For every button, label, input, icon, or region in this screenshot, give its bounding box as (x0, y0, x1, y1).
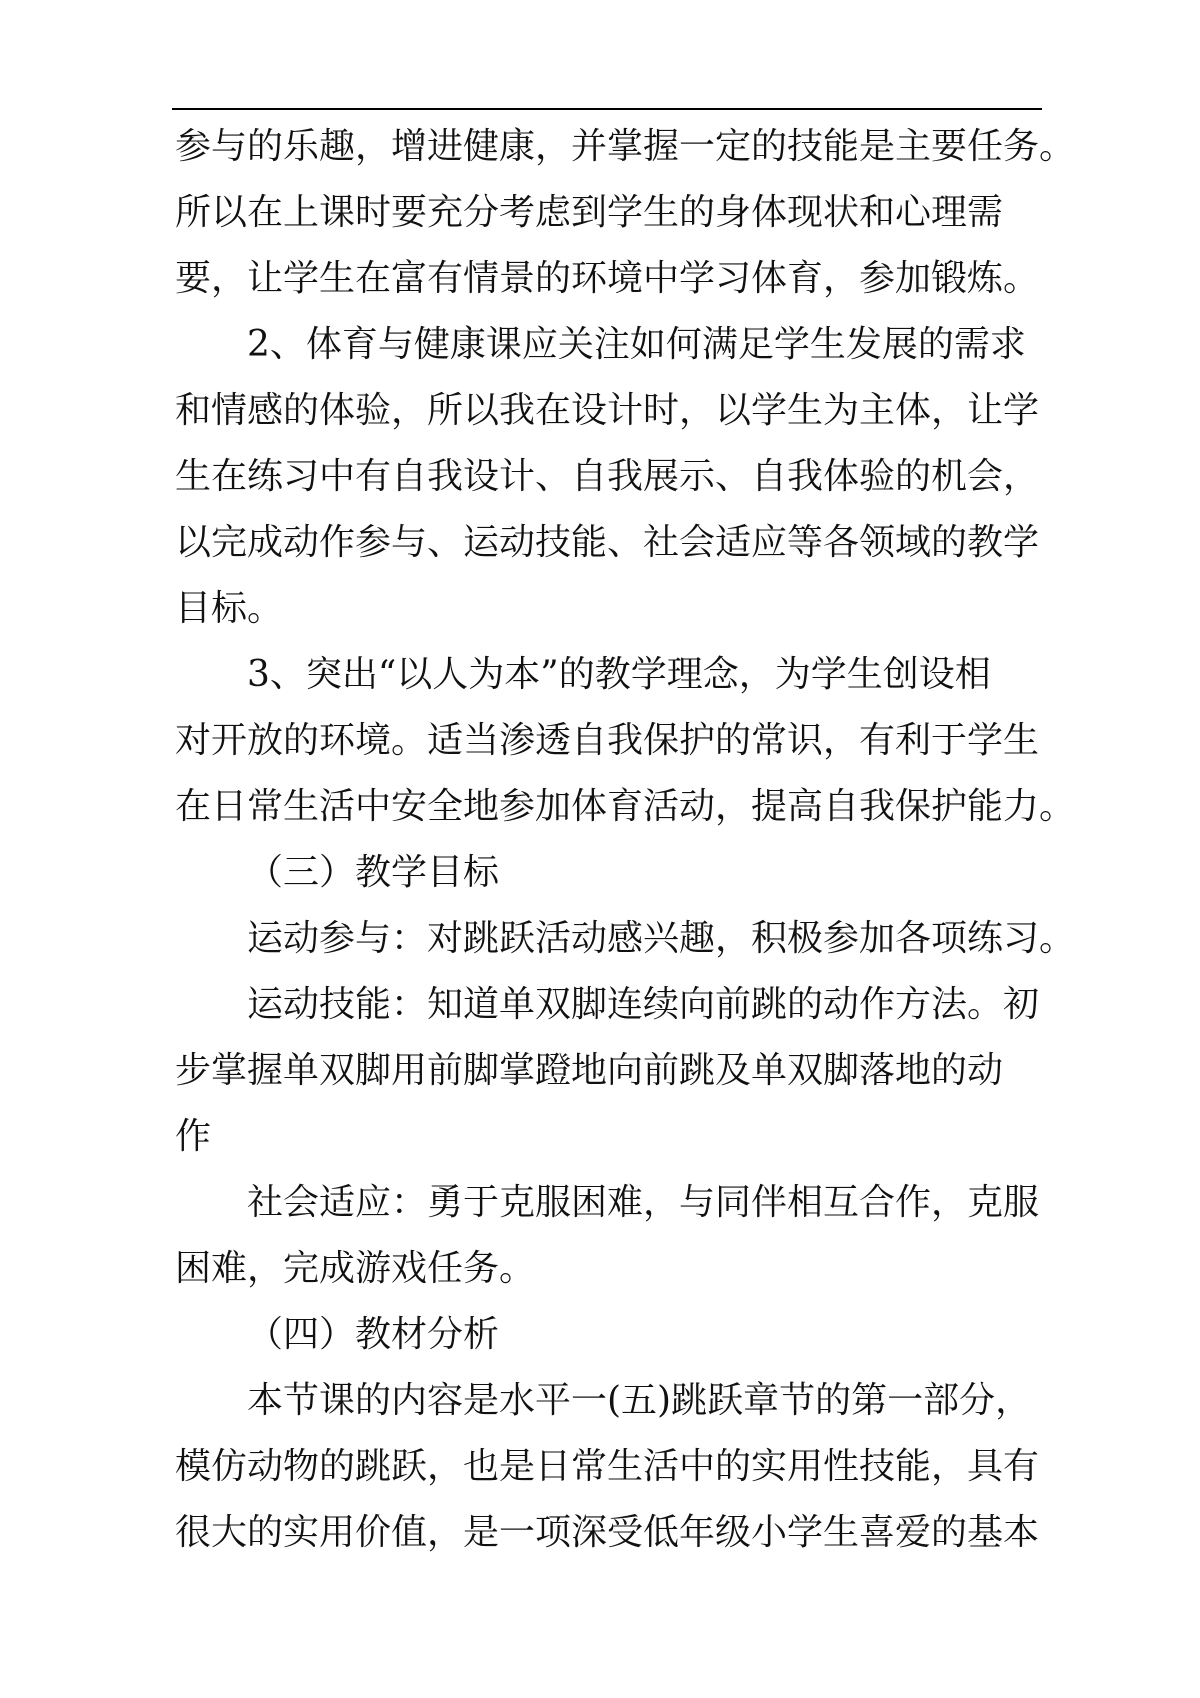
text-line: 对开放的环境。适当渗透自我保护的常识，有利于学生 (175, 720, 1040, 761)
text-line: 参与的乐趣，增进健康，并掌握一定的技能是主要任务。 (175, 126, 1076, 167)
paragraph-start-line: 运动参与：对跳跃活动感兴趣，积极参加各项练习。 (247, 918, 1076, 959)
text-line: 以完成动作参与、运动技能、社会适应等各领域的教学 (175, 522, 1040, 563)
body-text (175, 114, 1076, 1566)
paragraph-start-line: 运动技能：知道单双脚连续向前跳的动作方法。初 (247, 984, 1040, 1025)
text-line: 作 (175, 1116, 212, 1157)
section-heading: （四）教材分析 (247, 1314, 500, 1355)
text-line: 目标。 (175, 588, 284, 629)
text-line: 要，让学生在富有情景的环境中学习体育，参加锻炼。 (175, 258, 1040, 299)
text-line: 在日常生活中安全地参加体育活动，提高自我保护能力。 (175, 786, 1076, 827)
paragraph-start-line: 本节课的内容是水平一(五)跳跃章节的第一部分， (247, 1380, 1032, 1421)
paragraph-start-line: 3、突出“以人为本”的教学理念，为学生创设相 (247, 654, 991, 695)
text-line: 和情感的体验，所以我在设计时，以学生为主体，让学 (175, 390, 1040, 431)
header-rule (172, 108, 1042, 110)
text-line: 生在练习中有自我设计、自我展示、自我体验的机会， (175, 456, 1040, 497)
paragraph-start-line: 2、体育与健康课应关注如何满足学生发展的需求 (247, 324, 1026, 365)
text-line: 所以在上课时要充分考虑到学生的身体现状和心理需 (175, 192, 1004, 233)
text-line: 步掌握单双脚用前脚掌蹬地向前跳及单双脚落地的动 (175, 1050, 1004, 1091)
section-heading: （三）教学目标 (247, 852, 500, 893)
text-line: 很大的实用价值，是一项深受低年级小学生喜爱的基本 (175, 1512, 1040, 1553)
text-line: 模仿动物的跳跃，也是日常生活中的实用性技能，具有 (175, 1446, 1040, 1487)
paragraph-start-line: 社会适应：勇于克服困难，与同伴相互合作，克服 (247, 1182, 1040, 1223)
text-line: 困难，完成游戏任务。 (175, 1248, 536, 1289)
